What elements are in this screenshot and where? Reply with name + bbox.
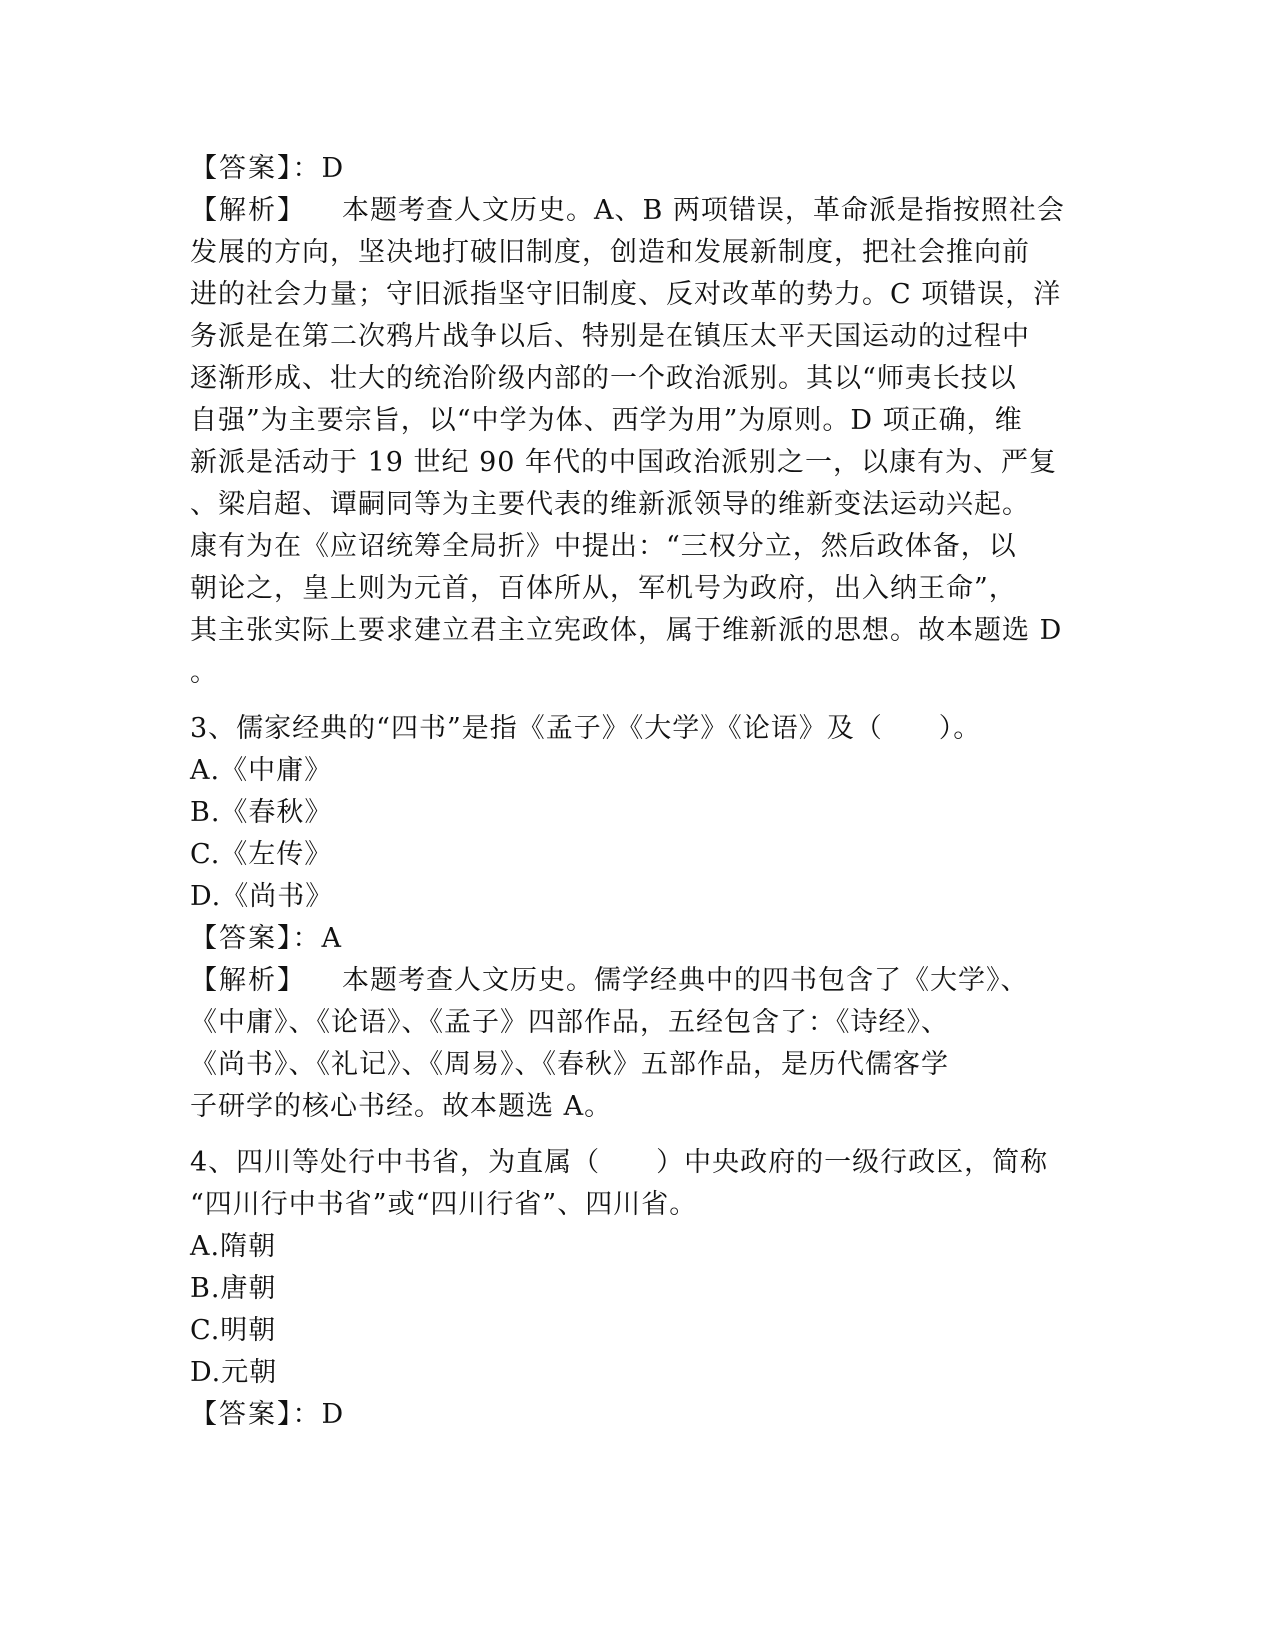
option-b: B.唐朝 [190,1273,277,1304]
option-a: A.《中庸》 [190,755,333,786]
analysis-text: 本题考查人文历史。A、B 两项错误，革命派是指按照社会 [342,195,1065,226]
option-a: A.隋朝 [190,1231,277,1262]
analysis-text: 《尚书》、《礼记》、《周易》、《春秋》五部作品，是历代儒客学 [190,1049,949,1080]
answer-line [190,918,1090,960]
prev-question-block [190,148,1090,694]
analysis-text: 。 [190,657,218,688]
document-page [190,148,1090,1436]
answer-label: 【答案】 [190,1399,293,1430]
option-c: C.明朝 [190,1315,277,1346]
analysis-text: 其主张实际上要求建立君主立宪政体，属于维新派的思想。故本题选 D [190,615,1063,646]
analysis-text: 本题考查人文历史。儒学经典中的四书包含了《大学》、 [342,965,1029,996]
answer-value: D [321,153,345,184]
option-d: D.《尚书》 [190,881,334,912]
answer-label: 【答案】 [190,153,293,184]
option-c: C.《左传》 [190,839,333,870]
answer-line [190,148,1090,190]
analysis-text: 进的社会力量；守旧派指坚守旧制度、反对改革的势力。C 项错误，洋 [190,279,1062,310]
question-stem: 4、四川等处行中书省，为直属（ ）中央政府的一级行政区，简称 [190,1147,1049,1178]
answer-label: 【答案】 [190,923,293,954]
analysis-text: 发展的方向，坚决地打破旧制度，创造和发展新制度，把社会推向前 [190,237,1030,268]
analysis-text: 逐渐形成、壮大的统治阶级内部的一个政治派别。其以“师夷长技以 [190,363,1017,394]
answer-value: D [321,1399,345,1430]
option-d: D.元朝 [190,1357,278,1388]
question-4 [190,1142,1090,1436]
analysis-text: 朝论之，皇上则为元首，百体所从，军机号为政府，出入纳王命”， [190,573,1017,604]
answer-value: A [321,923,342,954]
analysis-text: 务派是在第二次鸦片战争以后、特别是在镇压太平天国运动的过程中 [190,321,1030,352]
answer-separator: ： [292,153,322,184]
question-stem: “四川行中书省”或“四川行省”、四川省。 [190,1189,698,1220]
answer-separator: ： [292,923,322,954]
analysis-text: 、梁启超、谭嗣同等为主要代表的维新派领导的维新变法运动兴起。 [190,489,1030,520]
question-stem: 3、儒家经典的“四书”是指《孟子》《大学》《论语》及（ ）。 [190,713,982,744]
answer-separator: ： [292,1399,322,1430]
analysis-text: 康有为在《应诏统筹全局折》中提出：“三权分立，然后政体备，以 [190,531,1017,562]
analysis-line [190,190,1090,232]
analysis-line [190,960,1090,1002]
analysis-text: 子研学的核心书经。故本题选 A。 [190,1091,613,1122]
option-b: B.《春秋》 [190,797,333,828]
answer-line [190,1394,1090,1436]
question-3 [190,708,1090,1128]
analysis-text: 自强”为主要宗旨，以“中学为体、西学为用”为原则。D 项正确，维 [190,405,1023,436]
analysis-label: 【解析】 [190,195,306,226]
analysis-text: 新派是活动于 19 世纪 90 年代的中国政治派别之一，以康有为、严复 [190,447,1058,478]
analysis-label: 【解析】 [190,965,306,996]
analysis-text: 《中庸》、《论语》、《孟子》四部作品，五经包含了：《诗经》、 [190,1007,949,1038]
